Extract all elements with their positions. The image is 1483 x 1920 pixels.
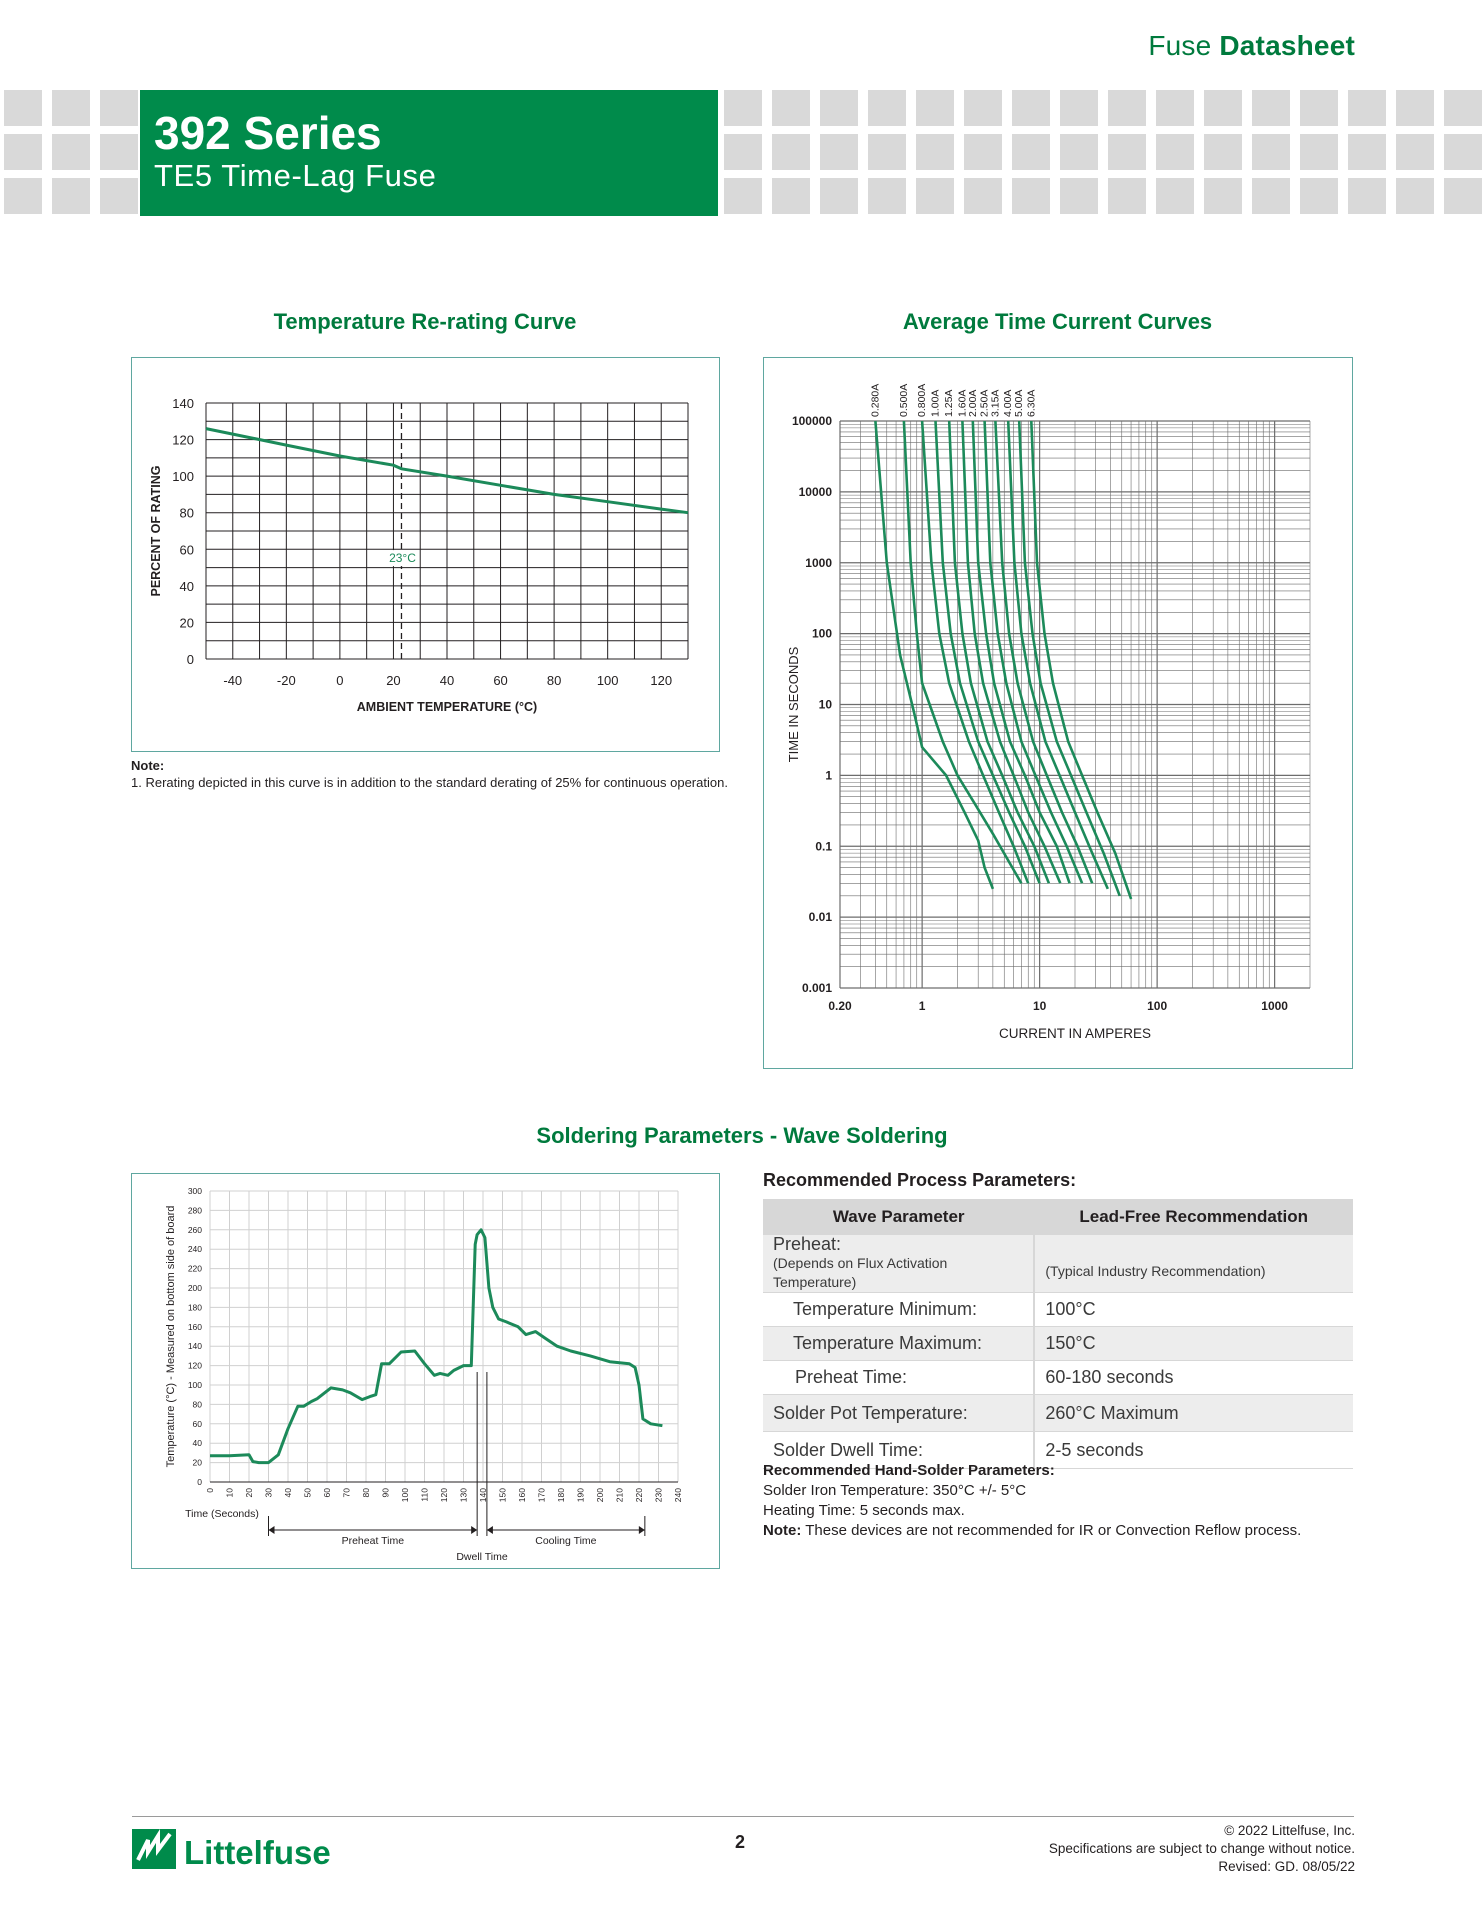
y-tick-label: 10000 (798, 484, 832, 499)
x-tick-label: 180 (556, 1488, 566, 1503)
x-tick-label: 60 (322, 1488, 332, 1498)
y-tick-label: 80 (192, 1399, 202, 1410)
header-tile (1156, 178, 1194, 214)
y-tick-label: 120 (187, 1360, 202, 1371)
x-tick-label: 210 (614, 1488, 625, 1503)
tcc-curve-label: 1.00A (929, 389, 942, 417)
cell-preheat: Preheat: (773, 1234, 842, 1254)
cell-temp-max-label: Temperature Maximum: (763, 1327, 1034, 1361)
header-tile (1348, 90, 1386, 126)
header-tile (1348, 134, 1386, 170)
solder-section-title: Soldering Parameters - Wave Soldering (536, 1123, 948, 1148)
header-tile (772, 134, 810, 170)
header-tile (52, 134, 90, 170)
x-tick-label: 150 (497, 1488, 508, 1503)
datasheet-label-prefix: Fuse (1148, 30, 1212, 61)
header-tile (964, 90, 1002, 126)
header-tile (100, 90, 138, 126)
y-tick-label: 0 (186, 652, 194, 667)
x-tick-label: 120 (439, 1488, 449, 1503)
x-tick-label: 100 (596, 673, 619, 688)
header-tile (1204, 134, 1242, 170)
x-tick-label: -20 (276, 673, 296, 688)
cell-dwell-label: Solder Dwell Time: (763, 1432, 1034, 1469)
header-tile (820, 134, 858, 170)
y-tick-label: 200 (187, 1283, 202, 1293)
tcc-curve-label: 1.60A (956, 389, 969, 417)
header-tile (1444, 90, 1482, 126)
header-tile (1396, 90, 1434, 126)
x-tick-label: 80 (361, 1488, 371, 1498)
x-tick-label: 80 (546, 673, 562, 688)
header-tile (964, 134, 1002, 170)
y-tick-label: 100 (187, 1380, 202, 1390)
x-tick-label: 1 (918, 999, 926, 1013)
header-tile (724, 134, 762, 170)
temp-chart-frame (131, 357, 720, 752)
page-number: 2 (735, 1832, 746, 1852)
cell-dwell-value: 2-5 seconds (1034, 1432, 1353, 1469)
header-tile (724, 90, 762, 126)
y-tick-label: 100 (811, 626, 832, 641)
cell-preheat-time-value: 60-180 seconds (1034, 1361, 1353, 1395)
preheat-time-label: Preheat Time (341, 1535, 405, 1547)
x-tick-label: 130 (458, 1488, 469, 1503)
header-tile (868, 134, 906, 170)
footer-rule (132, 1816, 1354, 1817)
x-tick-label: 1000 (1261, 999, 1288, 1013)
header-tile (1348, 178, 1386, 214)
arrow-head (471, 1526, 477, 1534)
header-tile (1156, 134, 1194, 170)
annotation-23c: 23°C (389, 551, 416, 566)
y-tick-label: 140 (187, 1341, 202, 1352)
tcc-curve-label: 3.15A (989, 389, 1002, 417)
solder-chart-frame (131, 1173, 720, 1569)
x-tick-label: 240 (673, 1488, 683, 1503)
logo-wordmark: Littelfuse (184, 1834, 331, 1870)
header-tile (820, 178, 858, 214)
y-tick-label: 160 (187, 1321, 202, 1332)
table-row (763, 1327, 1353, 1361)
header-tile (1012, 134, 1050, 170)
tcc-chart-frame (763, 357, 1353, 1069)
x-tick-label: 170 (536, 1488, 547, 1503)
cell-preheat-rec-sub: (Typical Industry Recommendation) (1045, 1262, 1266, 1279)
datasheet-label-bold: Datasheet (1219, 30, 1355, 61)
x-tick-label: 220 (634, 1488, 644, 1503)
header-tile (4, 134, 42, 170)
y-tick-label: 100000 (791, 414, 832, 428)
tcc-curve-label: 1.25A (943, 389, 956, 417)
header-tile (100, 178, 138, 214)
x-axis-label: CURRENT IN AMPERES (998, 1026, 1152, 1041)
header-tile (964, 178, 1002, 214)
y-tick-label: 0 (197, 1477, 202, 1487)
x-tick-label: 230 (653, 1488, 664, 1503)
header-tile (1300, 178, 1338, 214)
x-tick-label: 0 (336, 673, 344, 688)
x-tick-label: 40 (283, 1488, 293, 1498)
spec-notice: Specifications are subject to change without notice. (1048, 1841, 1355, 1856)
cell-temp-min-value: 100°C (1034, 1293, 1353, 1327)
cell-solder-pot-label: Solder Pot Temperature: (763, 1395, 1034, 1432)
x-tick-label: 100 (1147, 999, 1168, 1013)
y-tick-label: 60 (192, 1418, 202, 1429)
y-tick-label: 20 (179, 615, 194, 631)
temperature-rerating-chart (132, 358, 719, 751)
header-tile (1300, 90, 1338, 126)
arrow-head (639, 1526, 645, 1534)
tcc-curve-label: 2.00A (966, 389, 979, 417)
wave-solder-profile-chart (132, 1174, 719, 1568)
x-tick-label: 90 (380, 1488, 391, 1498)
tcc-curve-label: 2.50A (978, 389, 991, 417)
header-tile (1204, 178, 1242, 214)
table-row (763, 1235, 1353, 1293)
y-tick-label: 140 (172, 396, 194, 411)
cell-temp-max-value: 150°C (1034, 1327, 1353, 1361)
hand-solder-heating-time: Heating Time: 5 seconds max. (763, 1502, 965, 1519)
tcc-curve-label: 4.00A (1002, 389, 1015, 417)
table-row (763, 1361, 1353, 1395)
header-tile (1060, 178, 1098, 214)
x-tick-label: 30 (263, 1488, 274, 1498)
hand-solder-iron-temp: Solder Iron Temperature: 350°C +/- 5°C (763, 1482, 1027, 1499)
y-tick-label: 300 (187, 1186, 202, 1196)
y-axis-label: Temperature (°C) - Measured on bottom side of board (165, 1205, 177, 1468)
hand-solder-note-text: These devices are not recommended for IR or Convection Reflow process. (801, 1522, 1302, 1539)
header-tile (916, 134, 954, 170)
datasheet-label (1148, 30, 1355, 62)
x-tick-label: 10 (224, 1488, 235, 1498)
tcc-curve-label: 0.800A (916, 383, 929, 417)
tcc-curve-label: 0.280A (869, 383, 882, 417)
y-tick-label: 120 (172, 432, 194, 448)
tcc-curve (904, 421, 1022, 883)
cooling-time-label: Cooling Time (535, 1535, 597, 1547)
header-tile (1108, 90, 1146, 126)
header-tile (1012, 90, 1050, 126)
col-header-wave-parameter: Wave Parameter (763, 1199, 1034, 1235)
header-tile (868, 90, 906, 126)
time-current-chart (764, 358, 1352, 1068)
header-tile (1396, 178, 1434, 214)
tcc-curve-label: 0.500A (897, 383, 910, 417)
header-tile (52, 178, 90, 214)
process-params-table (763, 1199, 1353, 1469)
header-tile (1156, 90, 1194, 126)
table-row (763, 1293, 1353, 1327)
y-tick-label: 0.1 (815, 839, 832, 854)
temp-chart-note (131, 757, 831, 791)
x-tick-label: 50 (302, 1488, 313, 1498)
header-tile (1252, 178, 1290, 214)
series-subtitle: TE5 Time-Lag Fuse (154, 158, 437, 193)
series-title: 392 Series (154, 107, 382, 159)
y-tick-label: 280 (187, 1205, 202, 1216)
header-tile (868, 178, 906, 214)
y-tick-label: 40 (179, 578, 194, 594)
y-tick-label: 220 (187, 1263, 202, 1274)
header-tile (916, 178, 954, 214)
header-tile (916, 90, 954, 126)
x-axis-label: AMBIENT TEMPERATURE (°C) (356, 700, 538, 714)
y-tick-label: 60 (179, 542, 194, 558)
header-tile (4, 178, 42, 214)
header-tile (772, 178, 810, 214)
x-tick-label: 60 (493, 673, 508, 688)
y-tick-label: 80 (179, 505, 194, 521)
hand-solder-block (763, 1461, 1301, 1541)
header-tile (1444, 178, 1482, 214)
x-axis-label: Time (Seconds) (185, 1508, 259, 1520)
x-tick-label: 160 (517, 1488, 527, 1503)
header-tile (1444, 134, 1482, 170)
x-tick-label: 100 (400, 1488, 410, 1503)
cell-solder-pot-value: 260°C Maximum (1034, 1395, 1353, 1432)
header-tile (1300, 134, 1338, 170)
x-tick-label: 40 (439, 673, 455, 688)
copyright: © 2022 Littelfuse, Inc. (1224, 1823, 1355, 1838)
littelfuse-logo (132, 1826, 362, 1870)
revision: Revised: GD. 08/05/22 (1218, 1859, 1355, 1874)
x-tick-label: 70 (341, 1488, 352, 1498)
x-tick-label: 190 (575, 1488, 586, 1503)
y-tick-label: 20 (192, 1457, 202, 1468)
y-tick-label: 1 (825, 768, 832, 783)
header-tile (1396, 134, 1434, 170)
arrow-head (487, 1526, 493, 1534)
arrow-head (269, 1526, 275, 1534)
header-tile (1252, 90, 1290, 126)
tcc-curve-label: 5.00A (1013, 389, 1026, 417)
hand-solder-note (763, 1521, 1301, 1541)
y-tick-label: 0.01 (808, 910, 832, 925)
y-tick-label: 240 (187, 1244, 202, 1255)
tcc-chart-title: Average Time Current Curves (902, 309, 1213, 334)
y-axis-label: TIME IN SECONDS (786, 646, 801, 763)
x-tick-label: 10 (1032, 999, 1047, 1013)
temp-chart-title: Temperature Re-rating Curve (273, 309, 577, 334)
y-tick-label: 1000 (805, 555, 832, 570)
x-tick-label: 110 (419, 1488, 430, 1502)
table-row (763, 1395, 1353, 1432)
header-tile (724, 178, 762, 214)
hand-solder-heading: Recommended Hand-Solder Parameters: (763, 1462, 1055, 1479)
header-tile (1252, 134, 1290, 170)
header-tile (100, 134, 138, 170)
cell-preheat-time-label: Preheat Time: (763, 1361, 1034, 1395)
note-text: 1. Rerating depicted in this curve is in addition to the standard derating of 25% for continuous operation. (131, 775, 728, 790)
header-tile (1204, 90, 1242, 126)
y-tick-label: 180 (187, 1302, 202, 1313)
y-tick-label: 260 (187, 1224, 202, 1235)
littelfuse-logo-mark (132, 1826, 362, 1870)
cell-temp-min-label: Temperature Minimum: (763, 1293, 1034, 1327)
note-heading: Note: (131, 758, 165, 773)
y-tick-label: 10 (818, 697, 832, 712)
footer-legal (1049, 1822, 1355, 1876)
y-tick-label: 40 (192, 1438, 202, 1449)
y-axis-label: PERCENT OF RATING (149, 465, 163, 597)
y-tick-label: 0.001 (801, 981, 832, 995)
x-tick-label: -40 (223, 673, 243, 688)
x-tick-label: 0.20 (828, 999, 852, 1013)
tcc-curve-label: 6.30A (1025, 389, 1038, 417)
x-tick-label: 20 (244, 1488, 254, 1498)
hand-solder-note-label: Note: (763, 1522, 802, 1539)
header-tile (1108, 134, 1146, 170)
header-tile (1060, 134, 1098, 170)
dwell-time-label: Dwell Time (456, 1551, 508, 1563)
x-tick-label: 140 (478, 1488, 488, 1503)
x-tick-label: 120 (650, 673, 673, 688)
x-tick-label: 0 (205, 1488, 215, 1493)
y-tick-label: 100 (172, 469, 194, 485)
x-tick-label: 200 (595, 1488, 605, 1503)
x-tick-label: 20 (386, 673, 401, 688)
header-tile (820, 90, 858, 126)
header-tile (1108, 178, 1146, 214)
header-tile (52, 90, 90, 126)
cell-preheat-sub: (Depends on Flux Activation Temperature) (773, 1255, 948, 1290)
series-banner (140, 90, 718, 216)
header-tile (772, 90, 810, 126)
col-header-lead-free: Lead-Free Recommendation (1034, 1199, 1353, 1235)
header-tile (1012, 178, 1050, 214)
header-tile (4, 90, 42, 126)
header-tile (1060, 90, 1098, 126)
process-params-heading: Recommended Process Parameters: (763, 1170, 1077, 1190)
